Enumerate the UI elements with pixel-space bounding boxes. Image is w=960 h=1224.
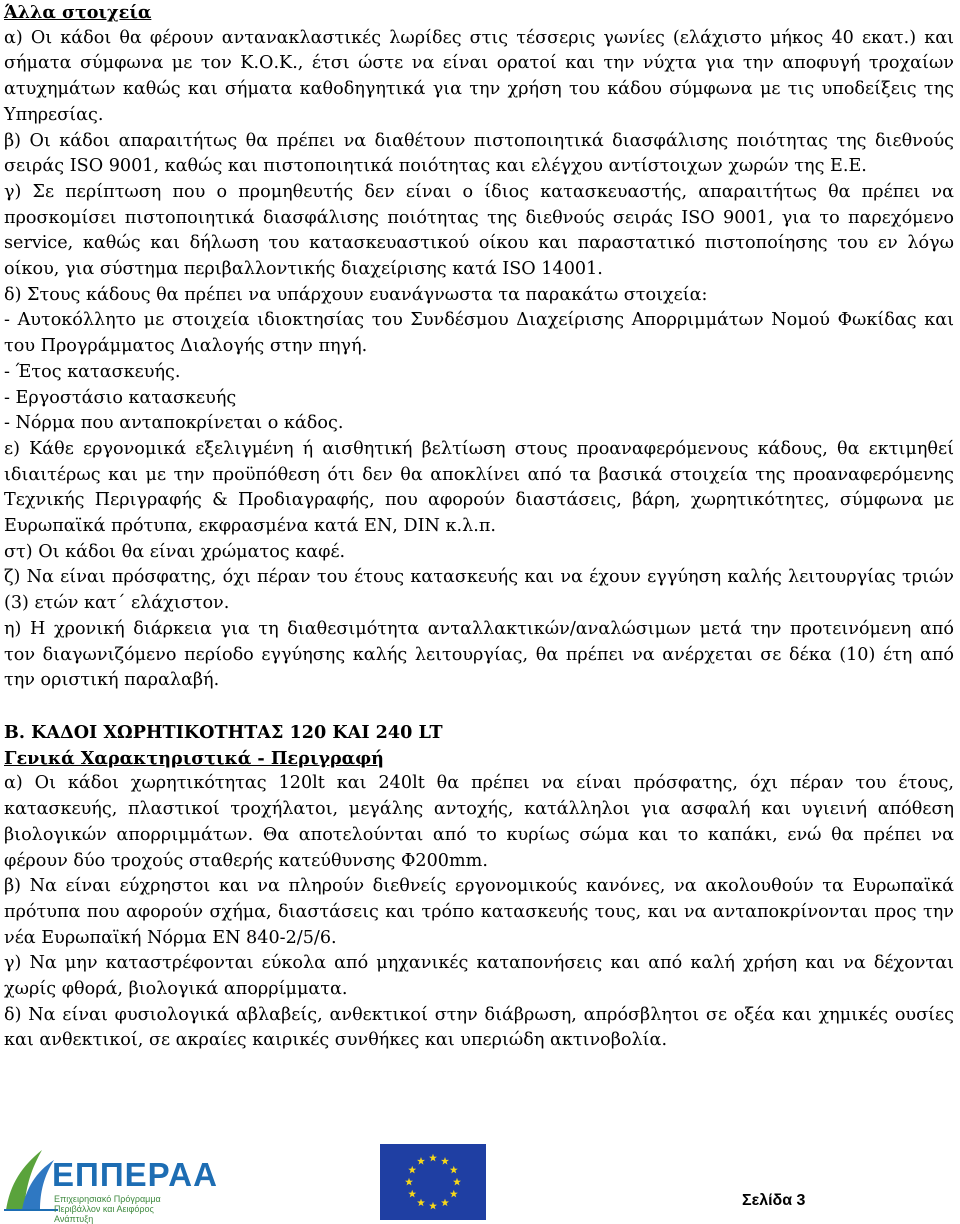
espa-logo — [2, 1144, 218, 1224]
espa-brand: ΕΠΠΕΡΑΑ — [52, 1156, 218, 1193]
paragraph-a-6: - Έτος κατασκευής. — [4, 361, 181, 382]
section-b-title: Β. ΚΑΔΟΙ ΧΩΡΗΤΙΚΟΤΗΤΑΣ 120 ΚΑΙ 240 LT — [4, 721, 443, 743]
paragraph-a-8: - Νόρμα που ανταποκρίνεται ο κάδος. — [4, 413, 344, 434]
page-footer — [0, 1138, 960, 1224]
paragraph-a-1: α) Οι κάδοι θα φέρουν αντανακλαστικές λωρίδες στις τέσσερις γωνίες (ελάχιστο μήκος 40 εκατ.) και σήματα σύμφωνα με τον Κ.Ο.Κ., έτσι ώστε να είναι ορατοί και την νύχτα για την αποφυγή τροχαίων ατυχημάτων καθώς και σήματα καθοδηγητικά για την χρήση του κάδου σύμφωνα με τις υποδείξεις της Υπηρεσίας. — [4, 27, 954, 125]
eu-flag-icon — [380, 1144, 486, 1220]
paragraph-b-1: α) Οι κάδοι χωρητικότητας 120lt και 240lt θα πρέπει να είναι πρόσφατης, όχι πέραν του έτους, κατασκευής, πλαστικοί τροχήλατοι, μεγάλης αντοχής, κατάλληλοι για ασφαλή και υγιεινή απόθεση βιολογικών απορριμμάτων. Θα αποτελούνται από το κυρίως σώμα και το καπάκι, ενώ θα πρέπει να φέρουν δύο τροχούς σταθερής κατεύθυνσης Φ200mm. — [4, 773, 954, 871]
paragraph-a-10: στ) Οι κάδοι θα είναι χρώματος καφέ. — [4, 541, 346, 562]
document-body — [4, 0, 954, 1054]
paragraphs-a — [4, 26, 954, 694]
paragraph-a-4: δ) Στους κάδους θα πρέπει να υπάρχουν ευανάγνωστα τα παρακάτω στοιχεία: — [4, 284, 708, 305]
espa-mark-icon — [2, 1144, 58, 1214]
section-b-subtitle: Γενικά Χαρακτηριστικά - Περιγραφή — [4, 747, 384, 769]
paragraph-a-9: ε) Κάθε εργονομικά εξελιγμένη ή αισθητική βελτίωση στους προαναφερόμενους κάδους, θα εκτιμηθεί ιδιαιτέρως και με την προϋπόθεση ότι δεν θα αποκλίνει από τα βασικά στοιχεία της προαναφερόμενης Τεχνικής Περιγραφής & Προδιαγραφής, που αφορούν διαστάσεις, βάρη, χωρητικότητες, σύμφωνα με Ευρωπαϊκά πρότυπα, εκφρασμένα κατά ΕΝ, DIN κ.λ.π. — [4, 438, 954, 537]
paragraph-a-2: β) Οι κάδοι απαραιτήτως θα πρέπει να διαθέτουν πιστοποιητικά διασφάλισης ποιότητας της διεθνούς σειράς ISO 9001, καθώς και πιστοποιητικά ποιότητας και ελέγχου αντίστοιχων χωρών της Ε.Ε. — [4, 130, 954, 177]
paragraph-b-4: δ) Να είναι φυσιολογικά αβλαβείς, ανθεκτικοί στην διάβρωση, απρόσβλητοι σε οξέα και χημικές ουσίες και ανθεκτικοί, σε ακραίες καιρικές συνθήκες και υπεριώδη ακτινοβολία. — [4, 1004, 954, 1051]
section-heading: Άλλα στοιχεία — [4, 2, 152, 23]
paragraphs-b — [4, 771, 954, 1054]
paragraph-b-3: γ) Να μην καταστρέφονται εύκολα από μηχανικές καταπονήσεις και από καλή χρήση και να δέχονται χωρίς φθορά, βιολογικά απορρίμματα. — [4, 953, 954, 1000]
paragraph-a-7: - Εργοστάσιο κατασκευής — [4, 387, 237, 408]
page-number: Σελίδα 3 — [742, 1192, 806, 1209]
paragraph-a-3: γ) Σε περίπτωση που ο προμηθευτής δεν είναι ο ίδιος κατασκευαστής, απαραιτήτως θα πρέπει να προσκομίσει πιστοποιητικά διασφάλισης ποιότητας της διεθνούς σειράς ISO 9001, για το παρεχόμενο service, καθώς και δήλωση του κατασκευαστικού οίκου και παραστατικό πιστοποίησης του εν λόγω οίκου, για σύστημα περιβαλλοντικής διαχείρισης κατά ISO 14001. — [4, 181, 954, 280]
espa-tagline: Επιχειρησιακό Πρόγραμμα Περιβάλλον και Αειφόρος Ανάπτυξη — [54, 1194, 161, 1224]
paragraph-b-2: β) Να είναι εύχρηστοι και να πληρούν διεθνείς εργονομικούς κανόνες, να ακολουθούν τα Ευρωπαϊκά πρότυπα που αφορούν σχήμα, διαστάσεις και τρόπο κατασκευής τους, και να ανταποκρίνονται προς την νέα Ευρωπαϊκή Νόρμα ΕΝ 840-2/5/6. — [4, 876, 954, 948]
paragraph-a-11: ζ) Να είναι πρόσφατης, όχι πέραν του έτους κατασκευής και να έχουν εγγύηση καλής λειτουργίας τριών (3) ετών κατ΄ ελάχιστον. — [4, 567, 954, 614]
paragraph-a-5: - Αυτοκόλλητο με στοιχεία ιδιοκτησίας του Συνδέσμου Διαχείρισης Απορριμμάτων Νομού Φωκίδας και του Προγράμματος Διαλογής στην πηγή. — [4, 310, 954, 357]
section-spacer — [4, 694, 954, 720]
paragraph-a-12: η) Η χρονική διάρκεια για τη διαθεσιμότητα ανταλλακτικών/αναλώσιμων μετά την προτεινόμενη από τον διαγωνιζόμενο περίοδο εγγύησης καλής λειτουργίας, θα πρέπει να ανέρχεται σε δέκα (10) έτη από την οριστική παραλαβή. — [4, 618, 954, 691]
